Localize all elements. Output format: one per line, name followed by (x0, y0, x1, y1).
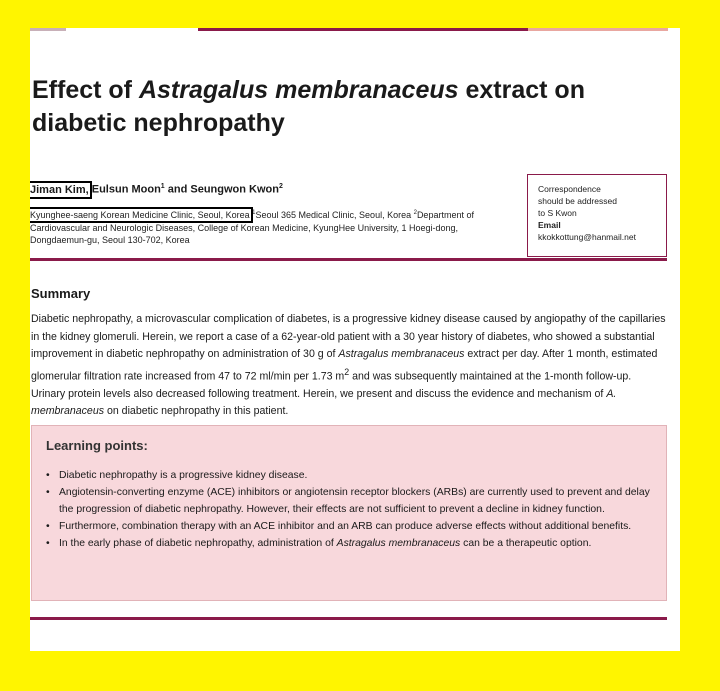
affiliations (30, 207, 500, 247)
learning-point-3: • Furthermore, combination therapy with an ACE inhibitor and an ARB can produce adverse effects without additional benefits. (46, 518, 652, 535)
author-sup-2: 2 (278, 183, 283, 190)
learning-point-1: • Diabetic nephropathy is a progressive kidney disease. (46, 467, 652, 484)
article-page (30, 28, 680, 651)
corr-email-link[interactable]: kkokkottung@hanmail.net (538, 232, 636, 242)
summary-heading: Summary (31, 286, 91, 301)
correspondence-box (527, 174, 667, 257)
title-italic-species: Astragalus membranaceus (138, 76, 459, 104)
corr-line-1: Correspondence (538, 184, 601, 194)
summary-text-4: on diabetic nephropathy in this patient. (104, 405, 289, 418)
learning-points-list (46, 467, 652, 552)
affiliation-1: Seoul 365 Medical Clinic, Seoul, Korea (255, 210, 414, 220)
top-rule-right (528, 28, 668, 31)
summary-sup: 2 (344, 366, 350, 377)
affiliation-2: Department of Cardiovascular and Neurologic Diseases, College of Korean Medicine, KyungHee University, 1 Hoegi-dong, Dongdaemun-gu, Seoul 130-702, Korea (30, 210, 474, 245)
summary-text-2: extract per day. After 1 month, estimated glomerular filtration rate increased from 47 to 72 ml/min per 1.73 m (31, 348, 658, 383)
title-text-2: extract on diabetic nephropathy (32, 76, 585, 137)
article-title (32, 74, 632, 140)
footer-divider (30, 617, 667, 620)
lp4-text-1: In the early phase of diabetic nephropathy, administration of (59, 538, 337, 549)
header-divider (30, 258, 667, 261)
author-list (30, 183, 283, 196)
affil-sup-1: 1 (252, 210, 256, 216)
learning-points-heading: Learning points: (46, 438, 148, 453)
summary-italic-2: A. membranaceus (31, 387, 617, 418)
author-sup-1: 1 (160, 183, 165, 190)
corr-email-label: Email (538, 220, 561, 230)
summary-text-3: and was subsequently maintained at the 1-month follow-up. Urinary protein levels also decreased following treatment. Herein, we present and discuss the evidence and mechanism of (31, 370, 632, 400)
author-seungwon-kwon: and Seungwon Kwon (164, 183, 279, 196)
summary-paragraph (31, 311, 667, 421)
learning-point-2: • Angiotensin-converting enzyme (ACE) inhibitors or angiotensin receptor blockers (ARBs) are currently used to prevent and delay the progression of diabetic nephropathy. However, their effects are not sufficient to prevent a decline in kidney function. (46, 484, 652, 518)
corr-line-2: should be addressed (538, 196, 617, 206)
summary-italic-1: Astragalus membranaceus (338, 348, 465, 360)
summary-text-1: Diabetic nephropathy, a microvascular complication of diabetes, is a progressive kidney disease caused by angiopathy of the capillaries in the kidney glomeruli. Herein, we report a case of a 62-year-old patient with a 30 year history of diabetes, who showed a substantial improvement in diabetic nephropathy on administration of 30 g of (31, 313, 666, 360)
lp4-text-2: can be a therapeutic option. (460, 538, 592, 549)
author-jiman-kim: Jiman Kim, (30, 183, 89, 196)
learning-point-4 (46, 535, 652, 552)
top-rule-center (198, 28, 528, 31)
learning-points-box (31, 425, 667, 601)
affiliation-boxed: Kyunghee-saeng Korean Medicine Clinic, Seoul, Korea (30, 210, 250, 220)
title-text-1: Effect of (32, 76, 139, 104)
top-rule-left (30, 28, 66, 31)
affil-sup-2: 2 (413, 210, 417, 216)
author-eulsun-moon: Eulsun Moon (88, 183, 161, 196)
lp4-italic: Astragalus membranaceus (336, 538, 461, 549)
corr-line-3: to S Kwon (538, 208, 577, 218)
